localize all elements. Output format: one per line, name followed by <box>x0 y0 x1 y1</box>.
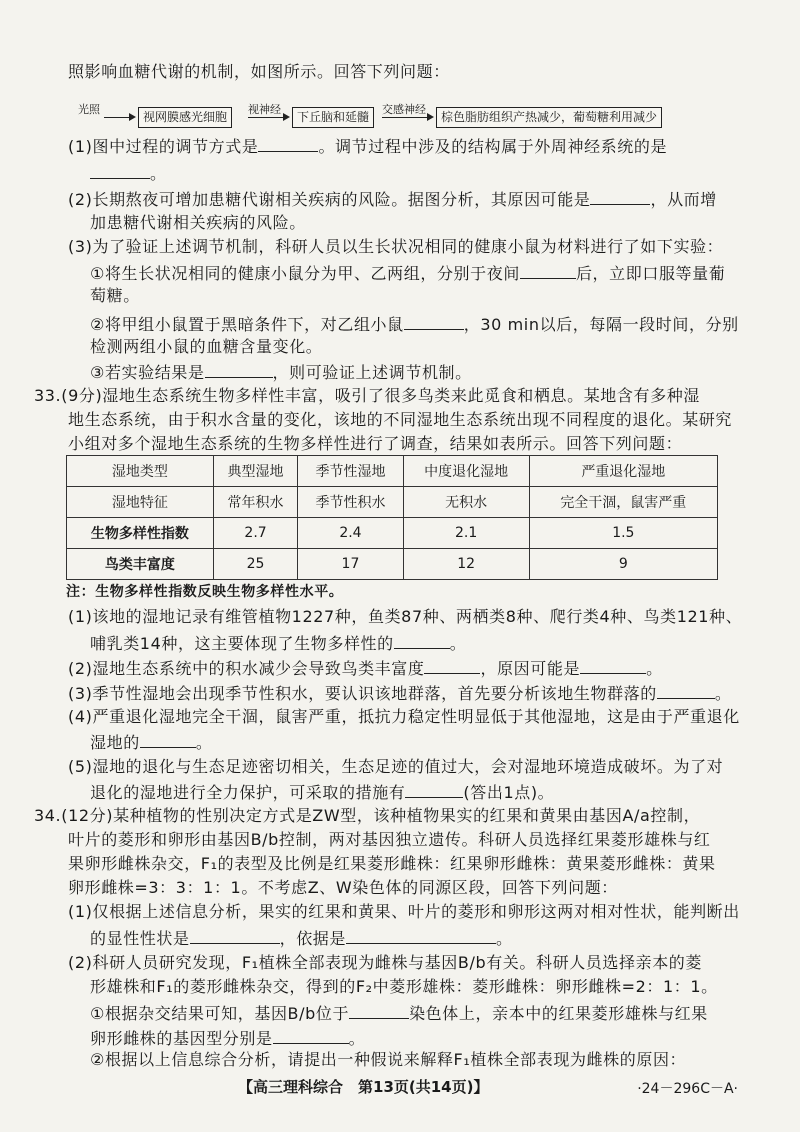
q33-part3: (3)季节性湿地会出现季节性积水，要认识该地群落，首先要分析该地生物群落的 。 <box>68 680 731 706</box>
q33-part1: (1)该地的湿地记录有维管植物1227种，鱼类87种、两栖类8种、爬行类4种、鸟类121种、 <box>68 607 743 626</box>
flow-input-label: 光照 <box>78 103 100 116</box>
table-cell: 12 <box>403 549 529 580</box>
q33-part4-cont: 湿地的 。 <box>90 729 212 755</box>
flow-arrow-label-optic-nerve: 视神经 <box>248 103 281 116</box>
q32-part1-cont: 。 <box>90 160 167 186</box>
page-footer-title: 【高三理科综合 第13页(共14页)】 <box>238 1078 489 1096</box>
table-cell: 湿地特征 <box>67 487 214 518</box>
table-cell: 鸟类丰富度 <box>67 549 214 580</box>
flow-arrow <box>248 117 288 118</box>
table-cell: 常年积水 <box>213 487 298 518</box>
q34-step1: ①根据杂交结果可知，基因B/b位于 染色体上，亲本中的红果菱形雄株与红果 <box>90 1000 708 1026</box>
table-header-cell: 典型湿地 <box>213 456 298 487</box>
q34-stem-line1: 34.(12分)某种植物的性别决定方式是ZW型，该种植物果实的红果和黄果由基因A/a控制， <box>34 806 701 825</box>
page-code: ·24－296C－A· <box>637 1081 738 1097</box>
flow-arrow-label-sympathetic: 交感神经 <box>382 103 426 116</box>
intro-text: 照影响血糖代谢的机制，如图所示。回答下列问题： <box>68 62 450 81</box>
wetland-survey-table <box>66 455 718 580</box>
table-cell: 2.1 <box>403 518 529 549</box>
q34-part1-cont: 的显性性状是 ，依据是 。 <box>90 925 513 951</box>
table-cell: 9 <box>529 549 717 580</box>
q33-part4: (4)严重退化湿地完全干涸，鼠害严重，抵抗力稳定性明显低于其他湿地，这是由于严重退化 <box>68 707 740 726</box>
flow-box-hypothalamus: 下丘脑和延髓 <box>292 107 374 128</box>
table-cell: 25 <box>213 549 298 580</box>
table-row <box>67 549 718 580</box>
table-row <box>67 518 718 549</box>
flow-arrow <box>104 117 134 118</box>
q34-step1-cont: 卵形雌株的基因型分别是 。 <box>90 1025 365 1051</box>
q33-part1-cont: 哺乳类14种，这主要体现了生物多样性的 。 <box>90 630 466 656</box>
table-header-cell: 中度退化湿地 <box>403 456 529 487</box>
q32-part2: (2)长期熬夜可增加患糖代谢相关疾病的风险。据图分析，其原因可能是 ，从而增 <box>68 186 717 212</box>
q34-stem-line4: 卵形雌株=3：3：1：1。不考虑Z、W染色体的同源区段，回答下列问题： <box>68 878 618 897</box>
flow-box-retina: 视网膜感光细胞 <box>138 107 232 128</box>
table-cell: 生物多样性指数 <box>67 518 214 549</box>
q33-stem-line1: 33.(9分)湿地生态系统生物多样性丰富，吸引了很多鸟类来此觅食和栖息。某地含有多种湿 <box>34 386 700 405</box>
table-cell: 完全干涸，鼠害严重 <box>529 487 717 518</box>
q32-step3: ③若实验结果是 ，则可验证上述调节机制。 <box>90 359 472 385</box>
q32-part1: (1)图中过程的调节方式是 。调节过程中涉及的结构属于外周神经系统的是 <box>68 133 667 159</box>
q34-stem-line2: 叶片的菱形和卵形由基因B/b控制，两对基因独立遗传。科研人员选择红果菱形雄株与红 <box>68 830 711 849</box>
q34-part2: (2)科研人员研究发现，F₁植株全部表现为雌株与基因B/b有关。科研人员选择亲本的菱 <box>68 953 703 972</box>
table-cell: 2.4 <box>298 518 403 549</box>
q33-stem-line2: 地生态系统，由于积水含量的变化，该地的不同湿地生态系统出现不同程度的退化。某研究 <box>68 410 733 429</box>
q32-step2-cont: 检测两组小鼠的血糖含量变化。 <box>90 337 323 356</box>
q33-part5: (5)湿地的退化与生态足迹密切相关，生态足迹的值过大，会对湿地环境造成破坏。为了对 <box>68 757 724 776</box>
q32-step1: ①将生长状况相同的健康小鼠分为甲、乙两组，分别于夜间 后，立即口服等量葡 <box>90 260 725 286</box>
table-header-cell: 季节性湿地 <box>298 456 403 487</box>
q33-part5-cont: 退化的湿地进行全力保护，可采取的措施有 (答出1点)。 <box>90 779 554 805</box>
flow-arrow <box>382 117 432 118</box>
q34-part2-cont: 形雄株和F₁的菱形雌株杂交，得到的F₂中菱形雄株：菱形雌株：卵形雌株=2：1：1。 <box>90 977 718 996</box>
table-cell: 季节性积水 <box>298 487 403 518</box>
table-note: 注：生物多样性指数反映生物多样性水平。 <box>66 584 344 600</box>
q33-stem-line3: 小组对多个湿地生态系统的生物多样性进行了调查，结果如表所示。回答下列问题： <box>68 434 683 453</box>
table-cell: 无积水 <box>403 487 529 518</box>
q33-part2: (2)湿地生态系统中的积水减少会导致鸟类丰富度 ，原因可能是 。 <box>68 655 663 681</box>
table-row <box>67 487 718 518</box>
q32-part2-cont: 加患糖代谢相关疾病的风险。 <box>90 213 306 232</box>
q32-step1-cont: 萄糖。 <box>90 286 140 305</box>
q32-part3: (3)为了验证上述调节机制，科研人员以生长状况相同的健康小鼠为材料进行了如下实验： <box>68 237 724 256</box>
table-header-row <box>67 456 718 487</box>
table-cell: 2.7 <box>213 518 298 549</box>
q34-part1: (1)仅根据上述信息分析，果实的红果和黄果、叶片的菱形和卵形这两对相对性状，能判断出 <box>68 902 740 921</box>
q34-stem-line3: 果卵形雌株杂交，F₁的表型及比例是红果菱形雌株：红果卵形雌株：黄果菱形雌株：黄果 <box>68 854 716 873</box>
flow-box-brown-fat: 棕色脂肪组织产热减少，葡萄糖利用减少 <box>436 107 662 128</box>
table-cell: 1.5 <box>529 518 717 549</box>
table-cell: 17 <box>298 549 403 580</box>
table-header-cell: 严重退化湿地 <box>529 456 717 487</box>
q34-step2: ②根据以上信息综合分析，请提出一种假说来解释F₁植株全部表现为雌株的原因： <box>90 1050 687 1069</box>
q32-step2: ②将甲组小鼠置于黑暗条件下，对乙组小鼠 ，30 min以后，每隔一段时间，分别 <box>90 311 739 337</box>
table-header-cell: 湿地类型 <box>67 456 214 487</box>
